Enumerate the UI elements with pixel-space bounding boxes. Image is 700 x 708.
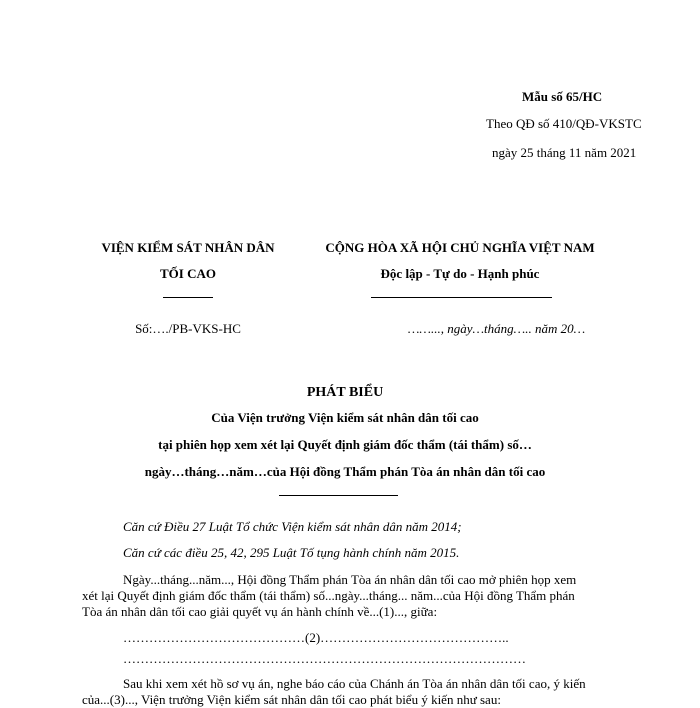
paragraph-1-line-3: Tòa án nhân dân tối cao giải quyết vụ án hành chính về...(1)..., giữa: bbox=[82, 604, 438, 619]
paragraph-2-line-1: Sau khi xem xét hồ sơ vụ án, nghe báo cáo của Chánh án Tòa án nhân dân tối cao, ý kiến bbox=[123, 676, 586, 691]
agency-underline bbox=[163, 297, 213, 298]
place-and-date: ……..., ngày…tháng….. năm 20… bbox=[407, 321, 586, 336]
paragraph-1-line-2: xét lại Quyết định giám đốc thẩm (tái thẩm) số...ngày...tháng... năm...của Hội đồng Thẩm phán bbox=[82, 588, 575, 603]
slogan-underline bbox=[371, 297, 552, 298]
decision-reference: Theo QĐ số 410/QĐ-VKSTC bbox=[486, 116, 642, 131]
document-number: Số:…./PB-VKS-HC bbox=[135, 321, 241, 336]
document-title: PHÁT BIỂU bbox=[306, 385, 384, 400]
national-slogan: Độc lập - Tự do - Hạnh phúc bbox=[380, 266, 540, 281]
title-line-1: Của Viện trưởng Viện kiểm sát nhân dân tối cao bbox=[211, 410, 479, 425]
agency-name-line2: TỐI CAO bbox=[160, 266, 216, 281]
legal-basis-2: Căn cứ các điều 25, 42, 295 Luật Tố tụng hành chính năm 2015. bbox=[123, 545, 460, 560]
parties-fill-line-2: ………………………………………………………………………………… bbox=[123, 651, 526, 666]
decision-date: ngày 25 tháng 11 năm 2021 bbox=[492, 145, 637, 160]
paragraph-2-line-2: của...(3)..., Viện trưởng Viện kiểm sát nhân dân tối cao phát biểu ý kiến như sau: bbox=[82, 692, 501, 707]
parties-fill-line-1: ……………………………………(2)…………………………………….. bbox=[123, 630, 509, 645]
title-line-2: tại phiên họp xem xét lại Quyết định giám đốc thẩm (tái thẩm) số… bbox=[158, 437, 532, 452]
title-underline bbox=[279, 495, 398, 496]
agency-name-line1: VIỆN KIỂM SÁT NHÂN DÂN bbox=[101, 240, 275, 255]
title-line-3: ngày…tháng…năm…của Hội đồng Thẩm phán Tòa án nhân dân tối cao bbox=[144, 464, 546, 479]
country-name: CỘNG HÒA XÃ HỘI CHỦ NGHĨA VIỆT NAM bbox=[325, 240, 595, 255]
paragraph-1-line-1: Ngày...tháng...năm..., Hội đồng Thẩm phán Tòa án nhân dân tối cao mở phiên họp xem bbox=[123, 572, 577, 587]
legal-basis-1: Căn cứ Điều 27 Luật Tổ chức Viện kiểm sát nhân dân năm 2014; bbox=[123, 519, 462, 534]
form-number: Mẫu số 65/HC bbox=[522, 89, 603, 104]
